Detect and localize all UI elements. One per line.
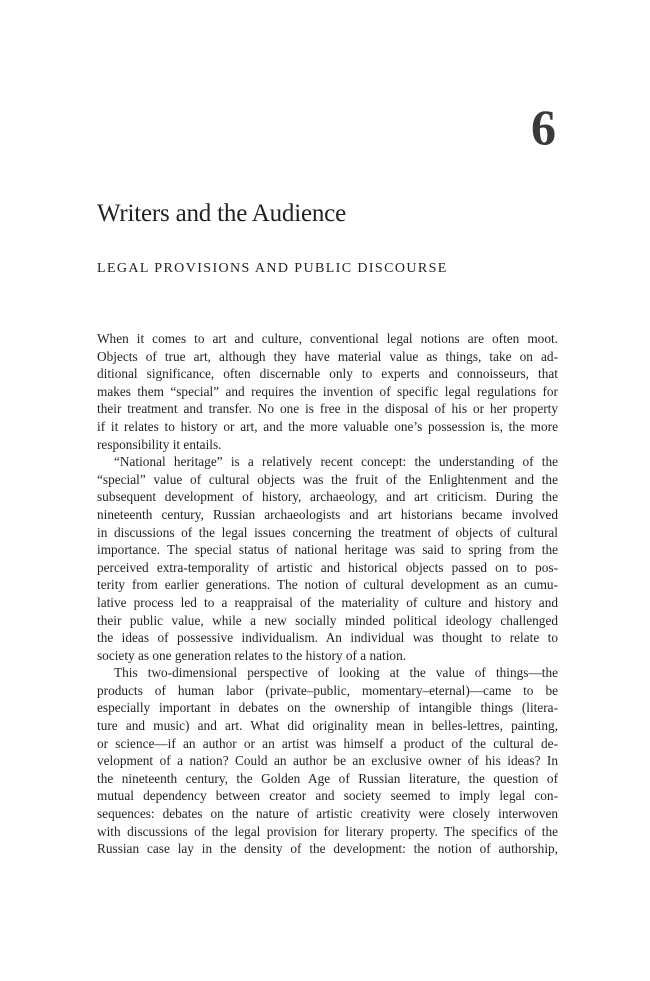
paragraph-2 [97, 453, 558, 664]
chapter-number: 6 [531, 99, 556, 155]
text-line: with discussions of the legal provision for literary property. The specifics of the [97, 823, 558, 839]
text-line: terity from earlier generations. The notion of cultural development as an cumu- [97, 577, 558, 593]
text-line: especially important in debates on the ownership of intangible things (litera- [97, 700, 558, 716]
body-text [97, 330, 558, 858]
text-line: ture and music) and art. What did originality mean in belles-lettres, painting, [97, 718, 558, 734]
text-line: or science—if an author or an artist was himself a product of the cultural de- [97, 735, 558, 751]
text-line: their treatment and transfer. No one is free in the disposal of his or her property [97, 401, 558, 417]
text-line: mutual dependency between creator and society seemed to imply legal con- [97, 788, 558, 804]
text-line: “National heritage” is a relatively recent concept: the understanding of the [114, 454, 558, 470]
text-line: When it comes to art and culture, conventional legal notions are often moot. [97, 331, 558, 346]
text-line: makes them “special” and requires the invention of specific legal regulations for [97, 383, 558, 399]
text-line: nineteenth century, Russian archaeologists and art historians became involved [97, 506, 558, 522]
text-line: Objects of true art, although they have material value as things, take on ad- [97, 348, 558, 364]
text-line: “special” value of cultural objects was the fruit of the Enlightenment and the [97, 471, 558, 487]
paragraph-1 [97, 330, 558, 453]
text-line: the ideas of possessive individualism. An individual was thought to relate to [97, 630, 558, 646]
text-line: importance. The special status of national heritage was said to spring from the [97, 542, 558, 558]
text-line: in discussions of the legal issues concerning the treatment of objects of cultural [97, 524, 558, 540]
text-line: products of human labor (private–public, momentary–eternal)—came to be [97, 682, 558, 698]
text-line: if it relates to history or art, and the more valuable one’s possession is, the more [97, 418, 558, 434]
text-line: lative process led to a reappraisal of the materiality of culture and history and [97, 594, 558, 610]
chapter-title: Writers and the Audience [97, 200, 346, 227]
text-line: Russian case lay in the density of the development: the notion of authorship, [97, 841, 558, 857]
text-line: velopment of a nation? Could an author be an exclusive owner of his ideas? In [97, 753, 558, 769]
text-line: responsibility it entails. [97, 436, 222, 452]
text-line: subsequent development of history, archaeology, and art criticism. During the [97, 489, 558, 505]
text-line: the nineteenth century, the Golden Age of Russian literature, the question of [97, 770, 558, 786]
text-line: their public value, while a new socially minded political ideology challenged [97, 612, 558, 628]
text-line: society as one generation relates to the history of a nation. [97, 647, 407, 663]
text-line: This two-dimensional perspective of looking at the value of things—the [114, 665, 558, 681]
text-line: perceived extra-temporality of artistic and historical objects passed on to pos- [97, 559, 558, 575]
section-heading: LEGAL PROVISIONS AND PUBLIC DISCOURSE [97, 261, 448, 276]
paragraph-3 [97, 664, 558, 858]
text-line: sequences: debates on the nature of artistic creativity were closely interwoven [97, 806, 558, 822]
text-line: ditional significance, often discernable only to experts and connoisseurs, that [97, 366, 558, 382]
